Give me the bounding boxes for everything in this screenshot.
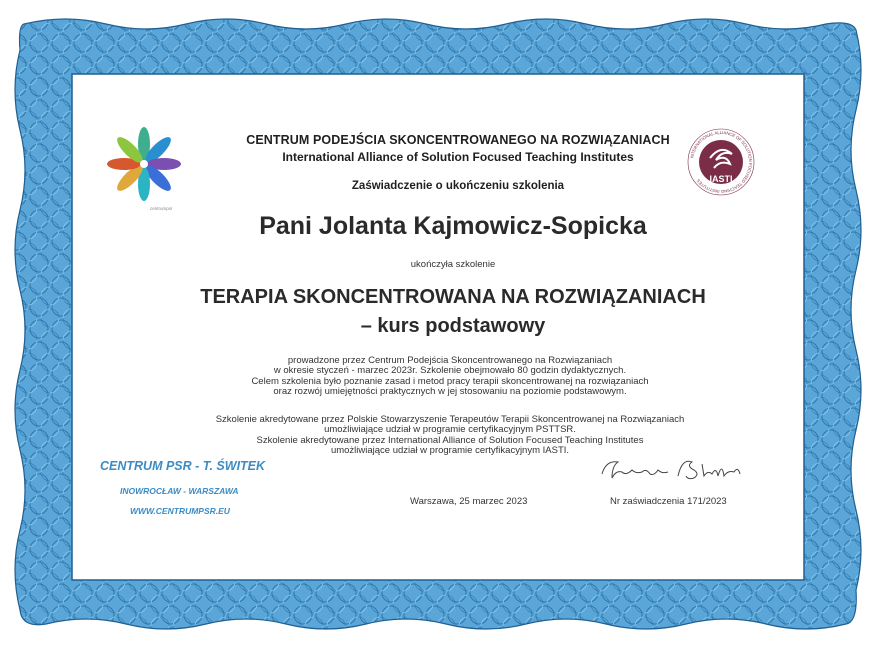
svg-text:IASTI: IASTI <box>709 174 733 184</box>
handwritten-signature <box>598 452 748 484</box>
course-title: TERAPIA SKONCENTROWANA NA ROZWIĄZANIACH <box>200 286 706 308</box>
svg-text:INTERNATIONAL ALLIANCE OF SOLU: INTERNATIONAL ALLIANCE OF SOLUTION FOCUSED TEACHING INSTITUTES <box>689 129 754 195</box>
description-line: umożliwiające udział w programie certyfikacyjnym PSTTSR. <box>324 424 576 436</box>
description-line: prowadzone przez Centrum Podejścia Skoncentrowanego na Rozwiązaniach <box>287 355 613 366</box>
description-line: umożliwiające udział w programie certyfikacyjnym IASTI. <box>330 445 570 457</box>
organization-name-pl: CENTRUM PODEJŚCIA SKONCENTROWANEGO NA ROZWIĄZANIACH <box>246 133 670 147</box>
completed-label: ukończyła szkolenie <box>410 259 496 270</box>
issue-place-date: Warszawa, 25 marzec 2023 <box>410 496 528 507</box>
description-line: oraz rozwój umiejętności praktycznych w jej stosowaniu na poziomie podstawowym. <box>273 386 627 398</box>
center-website: WWW.CENTRUMPSR.EU <box>130 506 230 516</box>
course-subtitle: – kurs podstawowy <box>360 315 546 337</box>
logo-caption: centrumpsr <box>150 206 173 211</box>
description-line: Szkolenie akredytowane przez International Alliance of Solution Focused Teaching Institutes <box>256 434 644 446</box>
certificate-number: Nr zaświadczenia 171/2023 <box>610 496 727 507</box>
organization-name-en: International Alliance of Solution Focused Teaching Institutes <box>282 150 634 164</box>
description-line: w okresie styczeń - marzec 2023r. Szkolenie obejmowało 80 godzin dydaktycznych. <box>273 365 627 377</box>
description-paragraph-2 <box>150 415 750 457</box>
center-brand-name: CENTRUM PSR - T. ŚWITEK <box>100 459 266 473</box>
description-line: Szkolenie akredytowane przez Polskie Stowarzyszenie Terapeutów Terapii Skoncentrowanej na Rozwiązaniach <box>215 414 685 425</box>
center-cities: INOWROCŁAW - WARSZAWA <box>120 486 239 496</box>
description-line: Celem szkolenia było poznanie zasad i metod pracy terapii skoncentrowanej na rozwiązaniach <box>251 375 649 387</box>
recipient-name: Pani Jolanta Kajmowicz-Sopicka <box>259 212 647 240</box>
description-paragraph-1 <box>150 356 750 398</box>
certificate-title: Zaświadczenie o ukończeniu szkolenia <box>351 180 565 192</box>
